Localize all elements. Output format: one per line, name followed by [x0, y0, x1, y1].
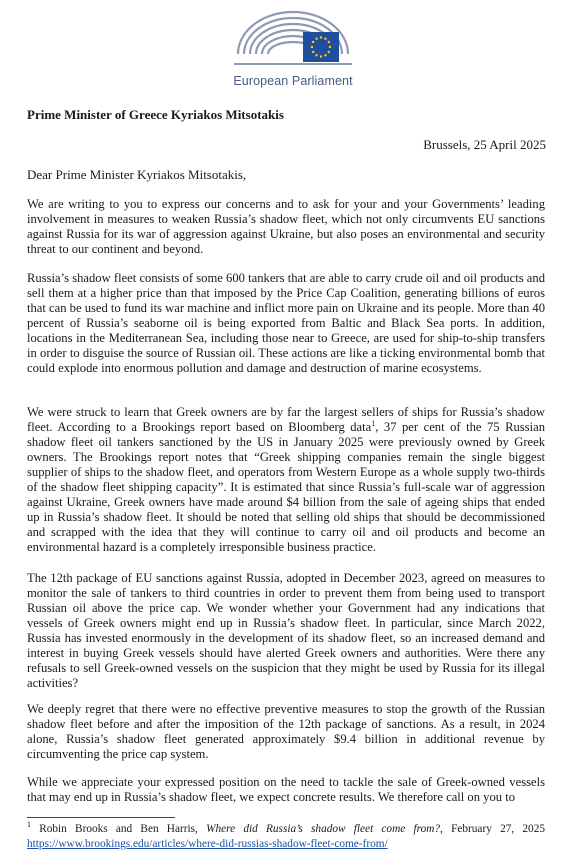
footnote-number: 1 — [27, 820, 31, 830]
paragraph-2: Russia’s shadow fleet consists of some 600 tankers that are able to carry crude oil and oil products and sell them at a higher price than that imposed by the Price Cap Coalition, generating billions of euros that can be used to fund its war machine and inflict more pain on Ukraine and its people. More than 40 percent of Russia’s seaborne oil is being exported from Baltic and Black Sea ports. In addition, locations in the Mediterranean Sea, including those near to Greece, are used for ship-to-ship transfers in order to disguise the source of Russian oil. These actions are like a ticking environmental bomb that could explode into enormous pollution and damage and destruction of marine ecosystems. — [27, 271, 545, 375]
footnote-title: Where did Russia’s shadow fleet come from? — [206, 823, 441, 835]
paragraph-1: We are writing to you to express our concerns and to ask for your and your Governments’ leading involvement in measures to weaken Russia’s shadow fleet, which not only circumvents EU sanctions against Russia for its war of aggression against Ukraine, but also poses an environmental and security threat to our continent and beyond. — [27, 197, 545, 256]
footnote-authors: Robin Brooks and Ben Harris, — [31, 823, 207, 835]
footnote — [27, 822, 545, 836]
paragraph-6: While we appreciate your expressed position on the need to tackle the sale of Greek-owned vessels that may end up in Russia’s shadow fleet, we expect concrete results. We therefore call on you to — [27, 775, 545, 804]
paragraph-3-part-1: We were struck to learn that Greek owners are by far the largest sellers of ships for Russia’s shadow fleet. According to a Brookings report based on Bloomberg data — [27, 405, 545, 434]
parliament-emblem-icon — [228, 8, 358, 74]
paragraph-3 — [27, 405, 545, 555]
footnote-date: , February 27, 2025 — [440, 823, 545, 835]
salutation: Dear Prime Minister Kyriakos Mitsotakis, — [27, 167, 247, 182]
footnote-link[interactable]: https://www.brookings.edu/articles/where-did-russias-shadow-fleet-come-from/ — [27, 838, 388, 850]
footnote-reference[interactable]: 1 — [371, 418, 376, 428]
addressee-line: Prime Minister of Greece Kyriakos Mitsotakis — [27, 107, 284, 122]
european-parliament-logo — [228, 8, 358, 88]
paragraph-4: The 12th package of EU sanctions against Russia, adopted in December 2023, agreed on measures to monitor the sale of tankers to third countries in order to prevent them from being used to transport Russian oil above the price cap. We wonder whether your Government had any indications that vessels of Greek owners might end up in Russia’s shadow fleet. In particular, since March 2022, Russia has invested enormously in the development of its shadow fleet, so an increased demand and interest in buying Greek vessels should have alerted Greek owners and authorities. Were there any refusals to sell Greek-owned vessels on the suspicion that they might be used by Russia for its illegal activities? — [27, 571, 545, 690]
footnote-divider — [27, 817, 175, 818]
paragraph-5: We deeply regret that there were no effective preventive measures to stop the growth of the Russian shadow fleet before and after the imposition of the 12th package of sanctions. As a result, in 2024 alone, Russia’s shadow fleet generated approximately $9.4 billion in additional revenue by circumventing the price cap system. — [27, 702, 545, 761]
paragraph-3-part-2: , 37 per cent of the 75 Russian shadow fleet oil tankers sanctioned by the US in January 2025 were previously owned by Greek owners. The Brookings report notes that “Greek shipping companies remain the single biggest supplier of ships to the shadow fleet, and operators from Western Europe as a whole supply two-thirds of the shadow fleet shipping capacity”. It is estimated that since Russia’s full-scale war of aggression against Ukraine, Greek owners have made around $4 billion from the sale of ageing ships that ended up in Russia’s shadow fleet. It should be noted that selling old ships that should be decommissioned and scrapped with the idea that they will continue to carry oil and oil products and become an environmental hazard is a completely irresponsible business practice. — [27, 420, 545, 554]
place-date: Brussels, 25 April 2025 — [423, 137, 546, 152]
logo-wordmark: European Parliament — [233, 74, 353, 88]
